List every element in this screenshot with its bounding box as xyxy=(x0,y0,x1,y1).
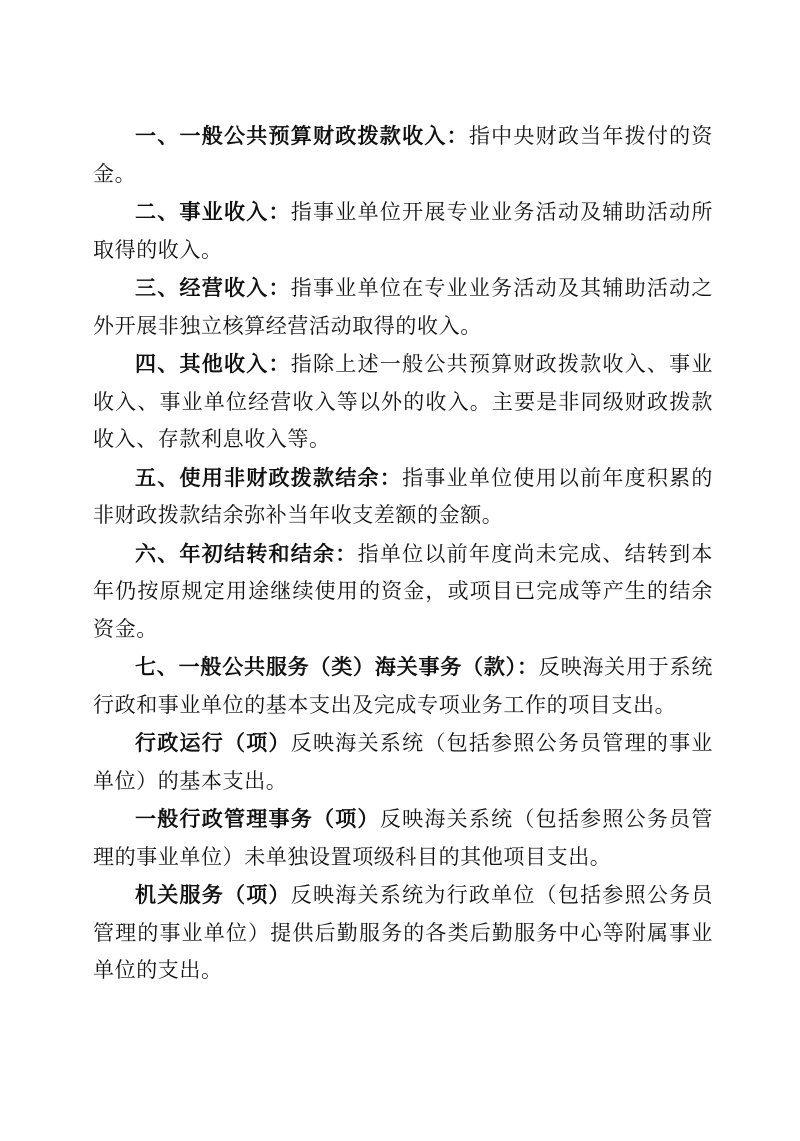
term-heading: 六、年初结转和结余： xyxy=(135,540,358,566)
term-definition: 指事业单位使用以前年度积累的非财政拨款结余弥补当年收支差额的金额。 xyxy=(93,465,713,527)
paragraph-operating-income xyxy=(93,269,713,345)
term-definition: 指中央财政当年拨付的资金。 xyxy=(93,124,713,186)
term-heading: 行政运行（项） xyxy=(135,730,291,755)
paragraph-non-fiscal-surplus xyxy=(93,459,713,535)
paragraph-agency-services xyxy=(93,876,713,990)
term-definition: 指事业单位在专业业务活动及其辅助活动之外开展非独立核算经营活动取得的收入。 xyxy=(93,276,713,338)
paragraph-general-administration xyxy=(93,800,713,876)
paragraph-customs-affairs xyxy=(93,648,713,724)
paragraph-business-income xyxy=(93,193,713,269)
term-heading: 一、一般公共预算财政拨款收入： xyxy=(135,123,469,148)
term-definition: 反映海关系统为行政单位（包括参照公务员管理的事业单位）提供后勤服务的各类后勤服务中心等附属事业单位的支出。 xyxy=(93,883,713,982)
document-body xyxy=(93,117,713,990)
term-definition: 反映海关系统（包括参照公务员管理的事业单位）未单独设置项级科目的其他项目支出。 xyxy=(93,807,713,869)
term-definition: 指除上述一般公共预算财政拨款收入、事业收入、事业单位经营收入等以外的收入。主要是非同级财政拨款收入、存款利息收入等。 xyxy=(93,352,713,451)
term-heading: 四、其他收入： xyxy=(135,351,291,376)
term-heading: 三、经营收入： xyxy=(135,275,291,300)
term-heading: 五、使用非财政拨款结余： xyxy=(135,464,403,490)
paragraph-general-budget-income xyxy=(93,117,713,193)
term-heading: 一般行政管理事务（项） xyxy=(135,806,380,831)
term-heading: 机关服务（项） xyxy=(135,882,291,907)
term-definition: 反映海关系统（包括参照公务员管理的事业单位）的基本支出。 xyxy=(93,731,713,793)
term-definition: 指单位以前年度尚未完成、结转到本年仍按原规定用途继续使用的资金，或项目已完成等产生的结余资金。 xyxy=(93,541,713,641)
term-definition: 指事业单位开展专业业务活动及辅助活动所取得的收入。 xyxy=(93,200,713,262)
term-definition: 反映海关用于系统行政和事业单位的基本支出及完成专项业务工作的项目支出。 xyxy=(93,655,713,717)
term-heading: 二、事业收入： xyxy=(135,199,291,224)
paragraph-administrative-operation xyxy=(93,724,713,800)
term-heading: 七、一般公共服务（类）海关事务（款）： xyxy=(135,654,539,679)
paragraph-carryover-balance xyxy=(93,535,713,649)
paragraph-other-income xyxy=(93,345,713,459)
